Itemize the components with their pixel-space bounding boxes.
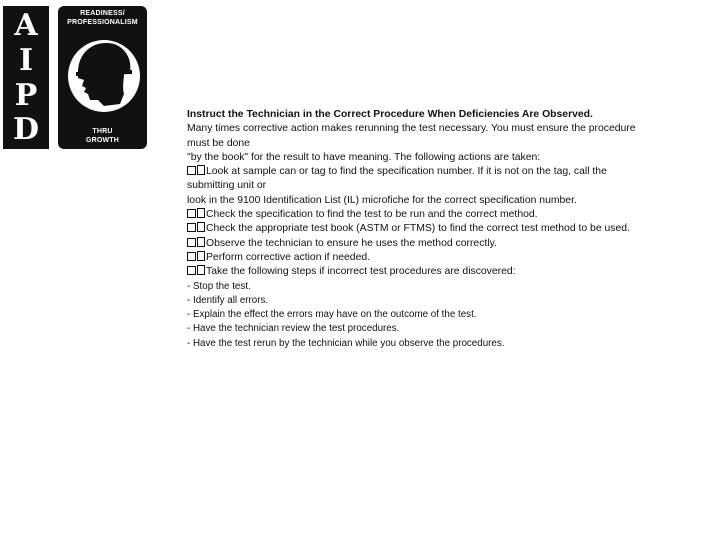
step-item: - Have the technician review the test procedures.: [187, 323, 400, 335]
checkbox-bullet-icon: [187, 223, 196, 232]
checkbox-bullet-icon: [187, 252, 196, 261]
missing-glyph-icon: [197, 222, 205, 232]
action-item-look-at-sample: [187, 165, 687, 179]
missing-glyph-icon: [197, 208, 205, 218]
logo-caption-readiness: READINESS/: [80, 10, 125, 17]
intro-line: must be done: [187, 137, 250, 149]
step-item: - Explain the effect the errors may have on the outcome of the test.: [187, 309, 477, 321]
action-item-take-steps: [187, 265, 687, 279]
logo-letter-a: A: [14, 8, 38, 43]
action-item-check-specification: [187, 208, 687, 222]
aipd-letters-logo: [3, 6, 49, 149]
action-continuation: look in the 9100 Identification List (IL) microfiche for the correct specification number.: [187, 194, 577, 206]
document-body: [187, 108, 687, 351]
step-item: - Identify all errors.: [187, 294, 269, 306]
action-item-perform-corrective-action: [187, 251, 687, 265]
step-item: - Stop the test.: [187, 280, 251, 292]
soldier-helmet-icon: [64, 30, 141, 122]
action-item-check-test-book: [187, 222, 687, 236]
checkbox-bullet-icon: [187, 166, 196, 175]
logo-caption-professionalism: PROFESSIONALISM: [67, 19, 138, 26]
action-text: Observe the technician to ensure he uses the method correctly.: [206, 237, 497, 249]
action-continuation: submitting unit or: [187, 180, 267, 192]
checkbox-bullet-icon: [187, 238, 196, 247]
checkbox-bullet-icon: [187, 266, 196, 275]
logo-letter-p: P: [14, 78, 38, 113]
action-text: Check the specification to find the test to be run and the correct method.: [206, 209, 538, 221]
action-text: Check the appropriate test book (ASTM or FTMS) to find the correct test method to be used.: [206, 223, 630, 235]
action-text: Take the following steps if incorrect test procedures are discovered:: [206, 266, 516, 278]
logo-caption-thru: THRU: [92, 128, 113, 135]
logo-caption-growth: GROWTH: [85, 137, 120, 144]
missing-glyph-icon: [197, 237, 205, 247]
intro-line: "by the book" for the result to have meaning. The following actions are taken:: [187, 151, 541, 163]
step-item: - Have the test rerun by the technician while you observe the procedures.: [187, 337, 505, 349]
checkbox-bullet-icon: [187, 209, 196, 218]
missing-glyph-icon: [197, 251, 205, 261]
missing-glyph-icon: [197, 265, 205, 275]
action-item-observe-technician: [187, 237, 687, 251]
soldier-emblem-logo: [58, 6, 147, 149]
action-text: Look at sample can or tag to find the specification number. If it is not on the tag, call the: [206, 166, 607, 178]
action-text: Perform corrective action if needed.: [206, 251, 371, 263]
intro-line: Many times corrective action makes rerunning the test necessary. You must ensure the procedure: [187, 123, 636, 135]
logo-letter-d: D: [12, 112, 39, 147]
section-heading: Instruct the Technician in the Correct Procedure When Deficiencies Are Observed.: [187, 109, 593, 120]
logo-letter-i: I: [18, 43, 34, 78]
missing-glyph-icon: [197, 165, 205, 175]
